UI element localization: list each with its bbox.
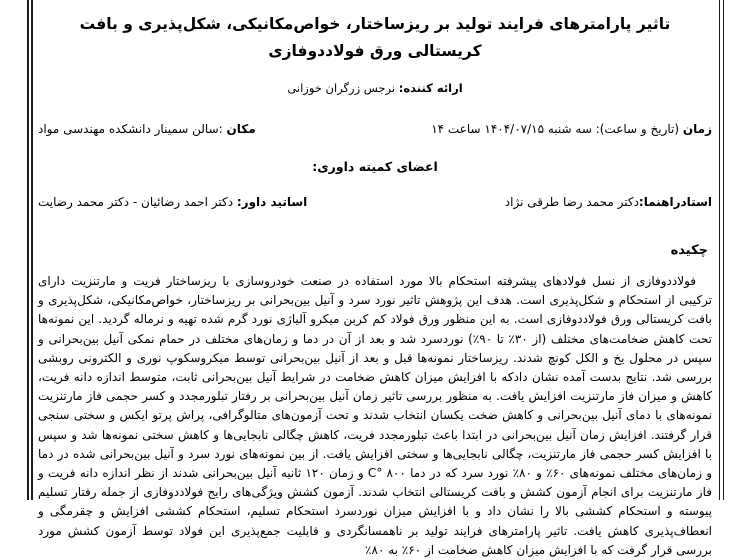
supervisor-label: استادراهنما: (638, 195, 712, 209)
supervisor-name: دکتر محمد رضا طرقی نژاد (504, 195, 639, 209)
committee-heading: اعضای کمیته داوری: (312, 159, 438, 174)
examiners-names: دکتر احمد رضائیان - دکتر محمد رضایت (38, 195, 234, 209)
presenter-line (38, 80, 712, 96)
examiners-label: اساتید داور: (236, 195, 308, 209)
frame-line-left-inner (31, 0, 33, 500)
presenter-name: نرجس زرگران خوزانی (287, 81, 396, 95)
frame-line-left-outer (27, 0, 29, 500)
supervisor-line (505, 194, 712, 211)
time-value: (تاریخ و ساعت): سه شنبه ۱۴۰۴/۰۷/۱۵ ساعت ۱۴ (431, 122, 680, 136)
session-info-row (38, 121, 712, 138)
committee-members-row (38, 194, 712, 211)
abstract-text: فولاددوفازی از نسل فولادهای پیشرفته استحکام بالا مورد استفاده در صنعت خودروسازی با ریزساختار فریت و مارتنزیت دارای ترکیبی از استحکام و شکل‌پذیری است. هدف این پژوهش تاثیر نورد سرد و آنیل بین‌بحرانی بر ریزساختار، خواص‌مکانیکی، شکل‌پذیری و بافت کریستالی ورق فولاددوفازی است. به این منظور ورق فولاد کم کربن میکرو آلیاژی نورد گرم شده تهیه و نرماله گردید. این نمونه‌ها تحت کاهش ضخامت‌های مختلف (از ۳۰٪ تا ۹۰٪) نوردسرد شد و بعد از آن در دما و زمان‌های مختلف در حمام نمکی آنیل بین‌بحرانی و سپس در محلول یخ و الکل کونچ شدند. ریزساختار نمونه‌ها قبل و بعد از آنیل بین‌بحرانی توسط میکروسکوپ نوری و الکترونی روبشی بررسی شد. نتایج بدست آمده نشان دادکه با افزایش میزان کاهش ضخامت در شرایط آنیل بین‌بحرانی ثابت، متوسط اندازه دانه فریت، کاهش و میزان فاز مارتنزیت افزایش یافت. به منظور بررسی تاثیر زمان آنیل بین‌بحرانی بر رفتار تبلورمجدد و کسر حجمی فاز مارتنزیت نمونه‌های با دمای آنیل بین‌بحرانی و کاهش ضخت یکسان انتخاب شدند و تحت آزمون‌های متالوگرافی، پراش پرتو ایکس و سختی سنجی قرار گرفتند. افزایش زمان آنیل بین‌بحرانی در ابتدا باعث تبلورمجدد فریت، کاهش چگالی نابجایی‌ها و کاهش سختی نمونه‌ها شد و سپس با افزایش کسر حجمی فاز مارتنزیت، چگالی نابجایی‌ها و سختی افزایش یافت. از بین نمونه‌های نورد سرد و آنیل بین‌بحرانی شده در دما و زمان‌های مختلف نمونه‌های ۶۰٪ و ۸۰٪ نورد سرد که در دما ۸۰۰ °C و زمان ۱۲۰ ثانیه آنیل بین‌بحرانی شدند از نظر اندازه دانه فریت و فاز مارتنزیت برای انجام آزمون کشش و بافت کریستالی انتخاب شدند. آزمون کشش ویژگی‌های رایج فولاددوفازی از جمله رفتار تسلیم پیوسته و استحکام کششی بالا را نشان داد و با افزایش میزان نوردسرد استحکام تسلیم، استحکام کششی افزایش و چقرمگی و انعطاف‌پذیری کاهش یافت. تاثیر پارامترهای فرایند تولید بر ناهمسانگردی و قابلیت جمع‌پذیری این فولاد توسط آزمون کشش مورد بررسی قرار گرفت که با افزایش میزان کاهش ضخامت از ۶۰٪ به ۸۰٪ (38, 274, 713, 557)
document-title: تاثیر پارامترهای فرایند تولید بر ریزساختار، خواص‌مکانیکی، شکل‌پذیری و بافت کریستالی ورق فولاددوفازی (79, 15, 671, 60)
document-content (38, 0, 712, 560)
frame-line-right-inner (719, 0, 721, 500)
time-line (431, 121, 712, 138)
location-value: :سالن سمینار دانشکده مهندسی مواد (38, 122, 223, 136)
examiners-line (38, 194, 307, 211)
abstract-heading: چکیده (670, 243, 708, 258)
frame-line-right-outer (723, 0, 725, 500)
location-label: مکان (226, 122, 256, 136)
time-label: زمان (682, 122, 712, 136)
presenter-label: ارائه کننده: (398, 81, 463, 95)
location-line (38, 121, 256, 138)
